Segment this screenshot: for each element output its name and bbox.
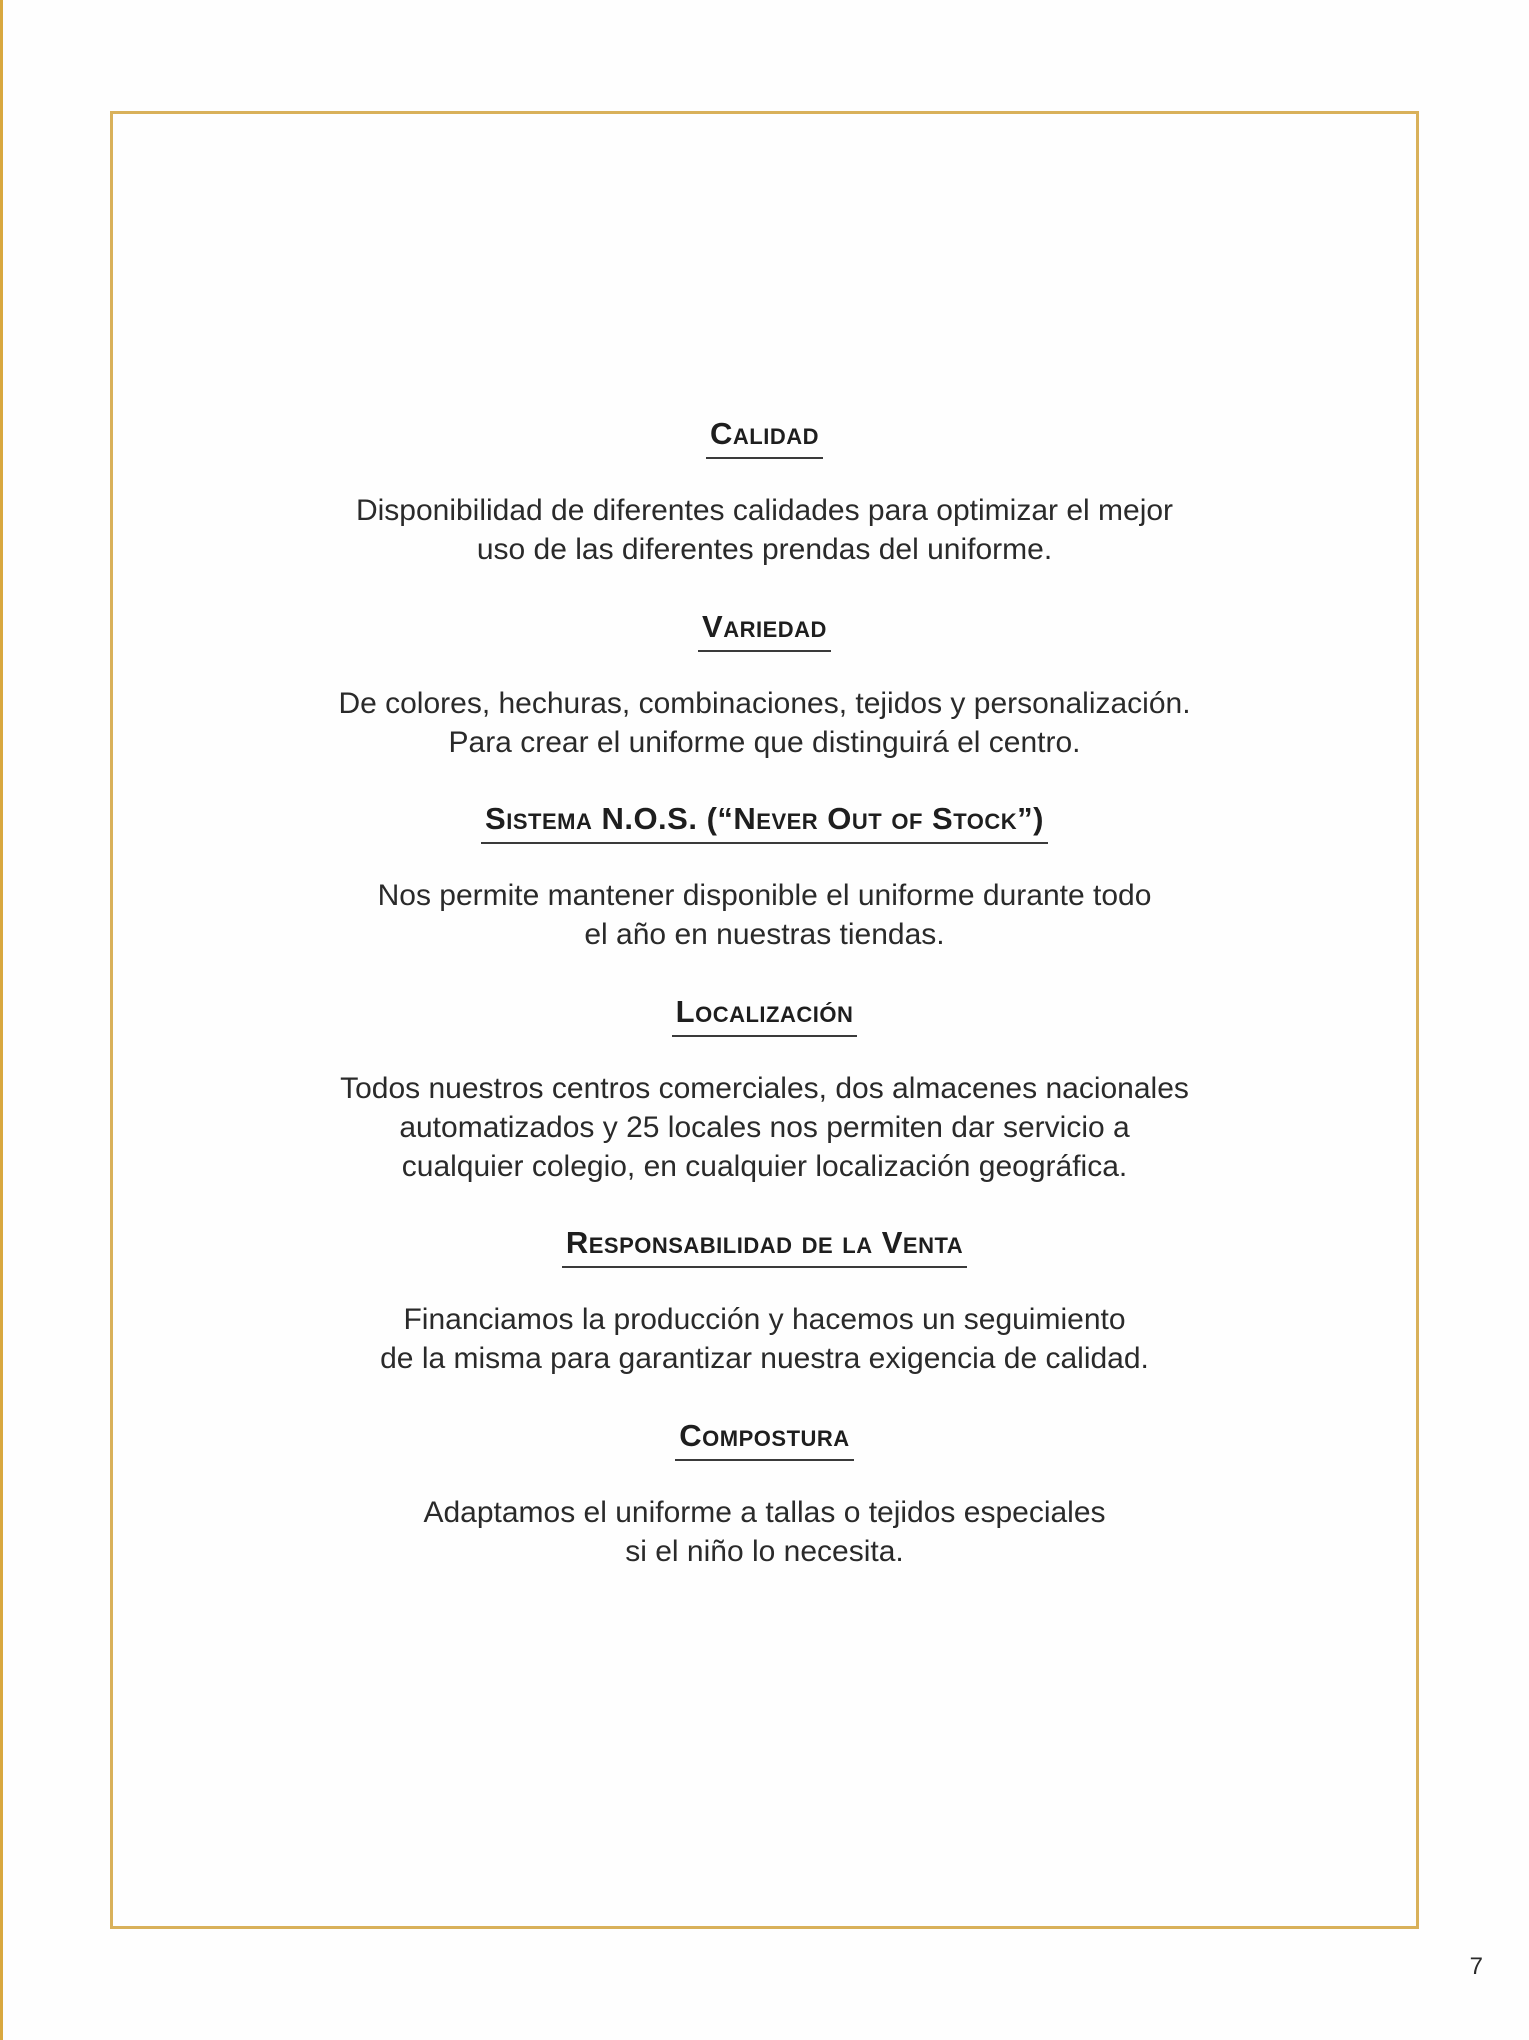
section-responsabilidad — [110, 1224, 1419, 1378]
section-body — [110, 491, 1419, 569]
body-line: automatizados y 25 locales nos permiten dar servicio a — [399, 1111, 1130, 1144]
section-heading: Variedad — [698, 608, 831, 652]
section-variedad — [110, 608, 1419, 762]
body-line: Nos permite mantener disponible el uniforme durante todo — [377, 879, 1152, 912]
section-calidad — [110, 415, 1419, 569]
section-body — [110, 684, 1419, 762]
section-body — [110, 1493, 1419, 1571]
body-line: el año en nuestras tiendas. — [584, 918, 945, 951]
body-line: Financiamos la producción y hacemos un seguimiento — [403, 1303, 1126, 1336]
body-line: de la misma para garantizar nuestra exigencia de calidad. — [380, 1342, 1149, 1375]
section-compostura — [110, 1417, 1419, 1571]
section-heading: Calidad — [706, 415, 823, 459]
body-line: De colores, hechuras, combinaciones, tejidos y personalización. — [338, 687, 1191, 720]
body-line: si el niño lo necesita. — [625, 1535, 904, 1568]
body-line: Adaptamos el uniforme a tallas o tejidos especiales — [423, 1496, 1106, 1529]
section-heading: Responsabilidad de la Venta — [562, 1224, 967, 1268]
body-line: Para crear el uniforme que distinguirá el centro. — [448, 726, 1081, 759]
body-line: Todos nuestros centros comerciales, dos almacenes nacionales — [340, 1072, 1189, 1105]
body-line: uso de las diferentes prendas del uniforme. — [476, 533, 1053, 566]
body-line: Disponibilidad de diferentes calidades para optimizar el mejor — [355, 494, 1174, 527]
section-localizacion — [110, 993, 1419, 1186]
page-number: 7 — [1469, 1953, 1483, 1980]
left-edge-line — [0, 0, 3, 2040]
section-body — [110, 1300, 1419, 1378]
section-body — [110, 1069, 1419, 1186]
section-body — [110, 876, 1419, 954]
section-sistema-nos — [110, 800, 1419, 954]
section-heading: Localización — [672, 993, 858, 1037]
body-line: cualquier colegio, en cualquier localización geográfica. — [401, 1150, 1128, 1183]
section-heading: Sistema N.O.S. (“Never Out of Stock”) — [481, 800, 1048, 844]
section-heading: Compostura — [675, 1417, 853, 1461]
